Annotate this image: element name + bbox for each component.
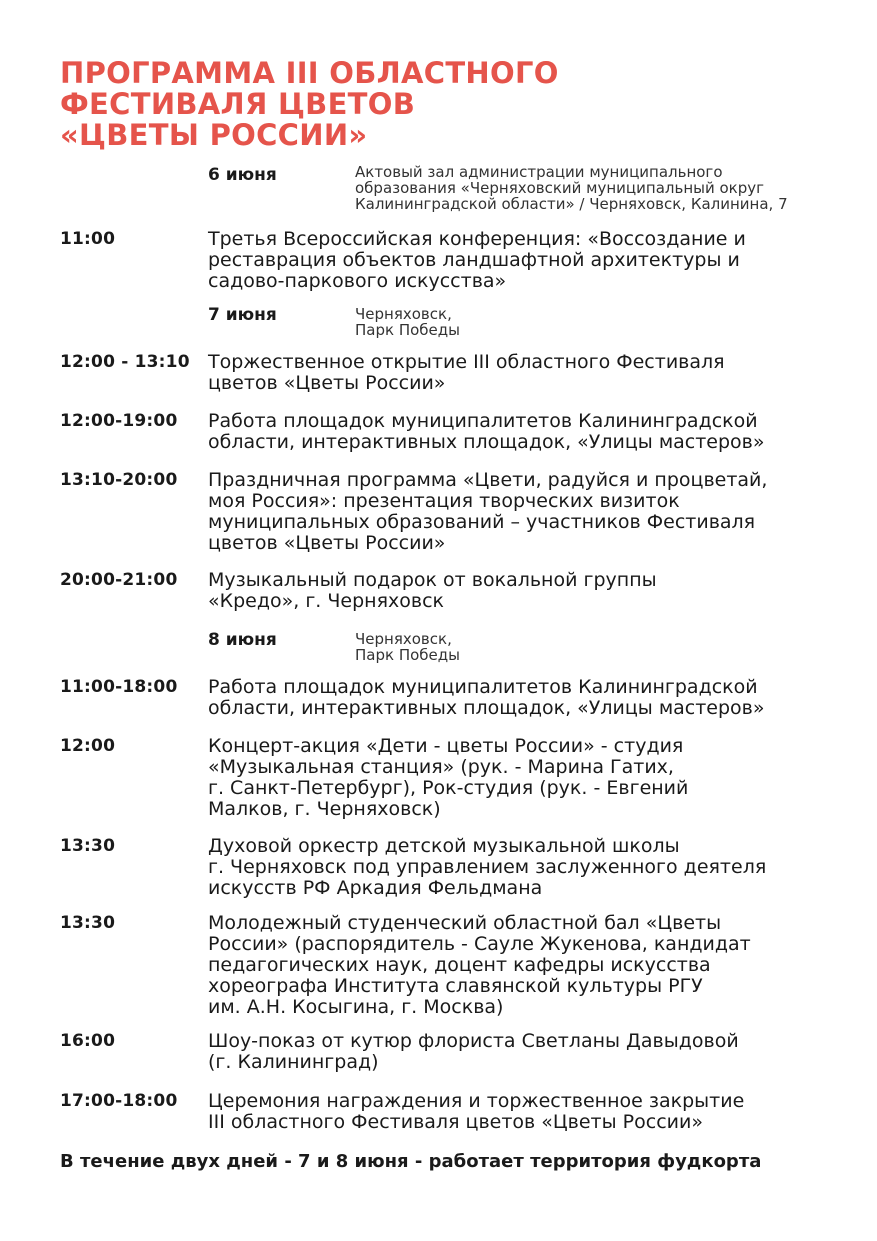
title-line: ПРОГРАММА III ОБЛАСТНОГО xyxy=(60,56,559,90)
day-location: Черняховск, Парк Победы xyxy=(355,305,460,339)
event-time: 12:00-19:00 xyxy=(60,411,178,431)
event-description: Церемония награждения и торжественное закрытие III областного Фестиваля цветов «Цветы России» xyxy=(208,1090,745,1133)
event-description: Третья Всероссийская конференция: «Воссоздание и реставрация объектов ландшафтной архитектуры и садово-паркового искусства» xyxy=(208,228,746,292)
event-time: 13:30 xyxy=(60,836,116,856)
page-title xyxy=(60,58,760,151)
event-time: 16:00 xyxy=(60,1031,116,1051)
event-time: 12:00 xyxy=(60,736,116,756)
footer-note: В течение двух дней - 7 и 8 июня - работает территория фудкорта xyxy=(60,1151,762,1172)
day-location: Черняховск, Парк Победы xyxy=(355,630,460,664)
event-description: Торжественное открытие III областного Фестиваля цветов «Цветы России» xyxy=(208,351,725,394)
event-description: Работа площадок муниципалитетов Калининградской области, интерактивных площадок, «Улицы мастеров» xyxy=(208,410,765,453)
event-description: Работа площадок муниципалитетов Калининградской области, интерактивных площадок, «Улицы мастеров» xyxy=(208,676,765,719)
event-description: Молодежный студенческий областной бал «Цветы России» (распорядитель - Сауле Жукенова, кандидат педагогических наук, доцент кафедры искусства хореографа Института славянской культуры РГУ им. А.Н. Косыгина, г. Москва) xyxy=(208,912,751,1018)
event-description: Музыкальный подарок от вокальной группы «Кредо», г. Черняховск xyxy=(208,569,657,612)
event-description: Праздничная программа «Цвети, радуйся и процветай, моя Россия»: презентация творческих визиток муниципальных образований – участников Фестиваля цветов «Цветы России» xyxy=(208,469,768,554)
day-label: 6 июня xyxy=(208,165,277,185)
day-location: Актовый зал администрации муниципального образования «Черняховский муниципальный округ Калининградской области» / Черняховск, Калинина, 7 xyxy=(355,163,788,213)
title-line: «ЦВЕТЫ РОССИИ» xyxy=(60,118,368,152)
event-time: 20:00-21:00 xyxy=(60,570,178,590)
event-time: 13:30 xyxy=(60,913,116,933)
event-time: 11:00 xyxy=(60,229,116,249)
event-description: Концерт-акция «Дети - цветы России» - студия «Музыкальная станция» (рук. - Марина Гатих, г. Санкт-Петербург), Рок-студия (рук. - Евгений Малков, г. Черняховск) xyxy=(208,735,689,820)
event-description: Шоу-показ от кутюр флориста Светланы Давыдовой (г. Калининград) xyxy=(208,1030,739,1073)
event-time: 11:00-18:00 xyxy=(60,677,178,697)
title-line: ФЕСТИВАЛЯ ЦВЕТОВ xyxy=(60,87,416,121)
event-time: 12:00 - 13:10 xyxy=(60,352,190,372)
event-description: Духовой оркестр детской музыкальной школы г. Черняховск под управлением заслуженного деятеля искусств РФ Аркадия Фельдмана xyxy=(208,835,767,899)
day-label: 7 июня xyxy=(208,305,277,325)
day-label: 8 июня xyxy=(208,630,277,650)
event-time: 13:10-20:00 xyxy=(60,470,178,490)
event-time: 17:00-18:00 xyxy=(60,1091,178,1111)
